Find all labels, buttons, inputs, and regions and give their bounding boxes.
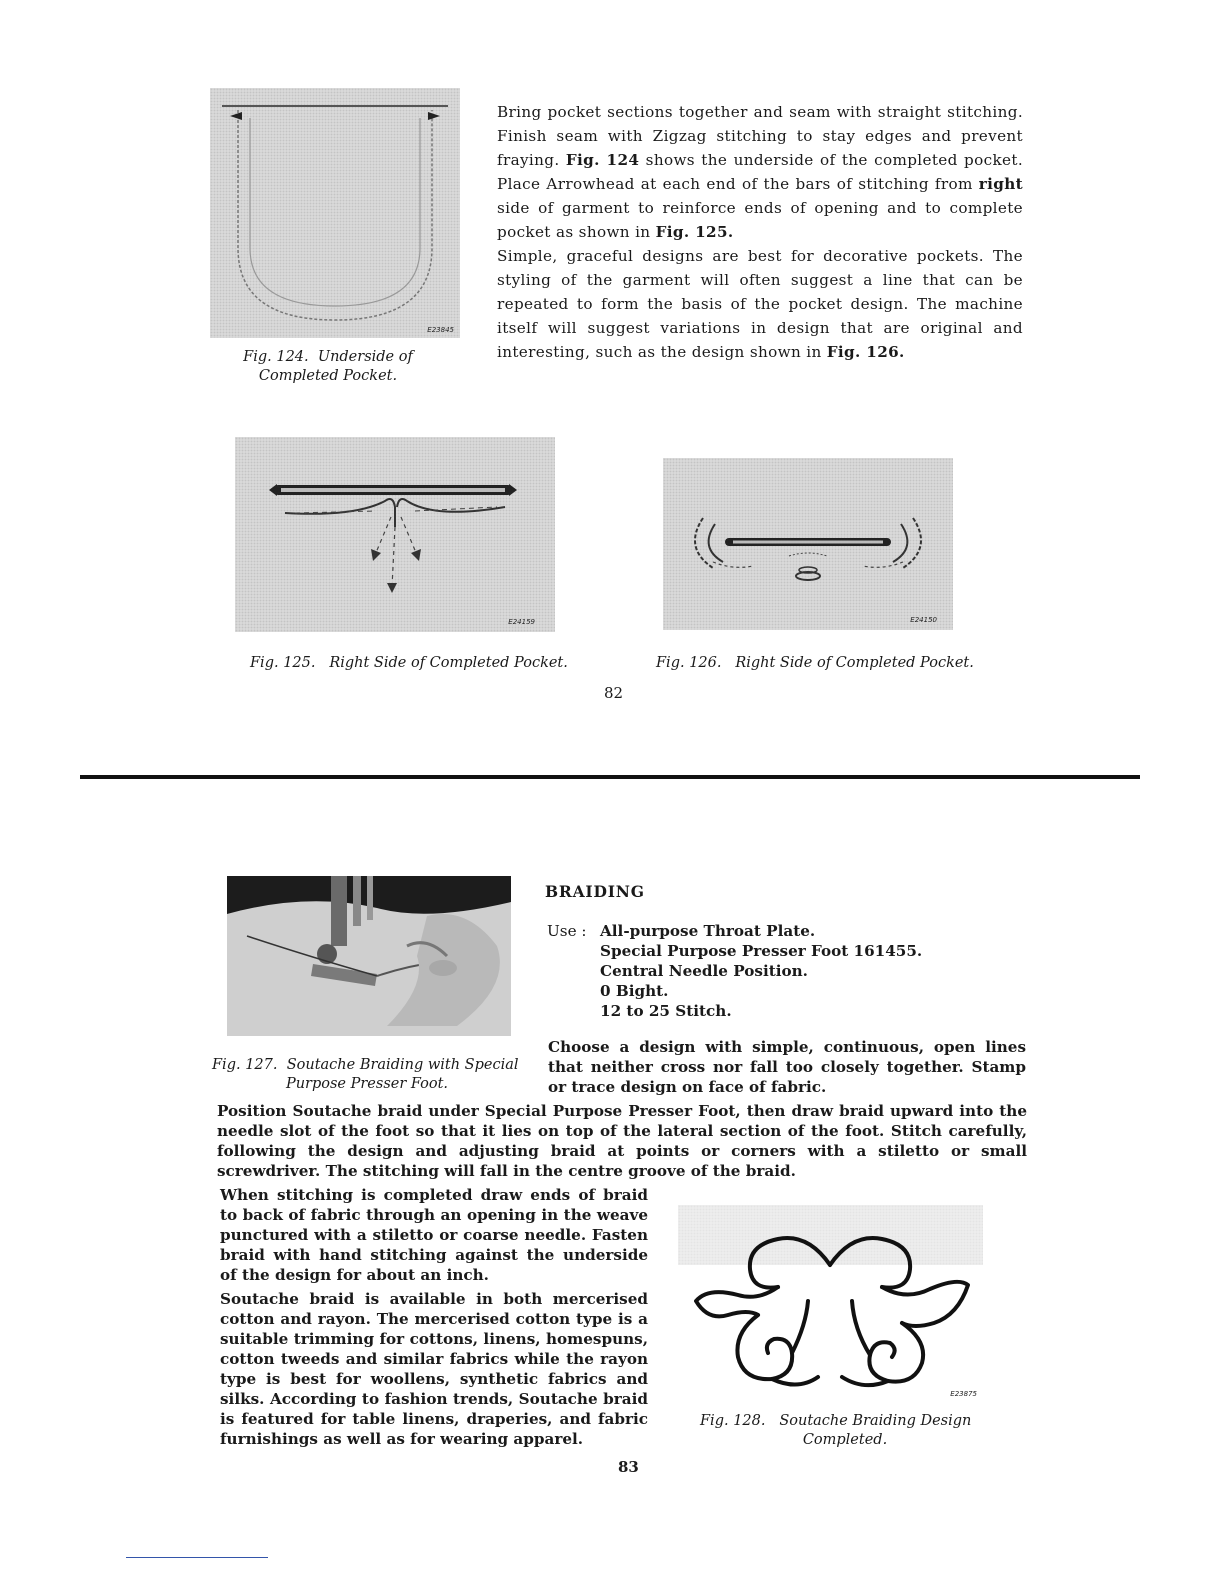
page82-paragraph1: Bring pocket sections together and seam with straight stitching. Finish seam with Zigzag stitching to stay edges and prevent fraying. Fig. 124 shows the underside of the completed pocket. Place Arrowhead at each end of the bars of stitching from right side of garment to reinforce ends of opening and to complete pocket as shown in Fig. 125. <box>497 103 1023 241</box>
fig128-caption-line2: Completed. <box>802 1432 888 1448</box>
curved-pocket-drawing <box>663 458 953 630</box>
fig124-code: E23845 <box>427 326 454 334</box>
fig124-caption-line2: Completed Pocket. <box>258 368 398 384</box>
braiding-heading: BRAIDING <box>545 882 645 901</box>
fig125-caption <box>250 654 580 673</box>
fig127-caption <box>212 1056 522 1094</box>
fig126-number: Fig. 126. <box>656 655 722 671</box>
fig127-caption-line2: Purpose Presser Foot. <box>285 1076 449 1092</box>
fig124-caption <box>212 348 444 386</box>
use-item-needle-position: Central Needle Position. <box>600 962 808 980</box>
use-item-stitch: 12 to 25 Stitch. <box>600 1002 732 1020</box>
use-item-bight: 0 Bight. <box>600 982 669 1000</box>
soutache-scroll-design <box>678 1205 983 1400</box>
fig124-caption-line1: Underside of <box>317 349 413 365</box>
page82-paragraph2: Simple, graceful designs are best for decorative pockets. The styling of the garment will often suggest a line that can be repeated to form the basis of the pocket design. The machine itself will suggest variations in design that are original and interesting, such as the design shown in Fig. 126. <box>497 247 1023 361</box>
fig126-photo <box>663 458 953 630</box>
paragraph-soutache-types: Soutache braid is available in both mercerised cotton and rayon. The mercerised cotton type is a suitable trimming for cottons, linens, homespuns, cotton tweeds and similar fabrics while the rayon type is best for woollens, synthetic fabrics and silks. According to fashion trends, Soutache braid is featured for table linens, draperies, and fabric furnishings as well as for wearing apparel. <box>220 1290 648 1448</box>
fig125-code: E24159 <box>508 618 535 626</box>
fig125-number: Fig. 125. <box>250 655 316 671</box>
pocket-underside-drawing <box>210 88 460 338</box>
use-item-throat-plate: All-purpose Throat Plate. <box>600 922 816 940</box>
arrowhead-pocket-drawing <box>235 437 555 632</box>
fig126-caption-text: Right Side of Completed Pocket. <box>735 655 974 671</box>
page-number-82: 82 <box>604 684 624 702</box>
use-list <box>600 921 1020 1021</box>
fig128-code: E23875 <box>950 1390 977 1398</box>
fig125-ref: Fig. 125. <box>655 223 734 241</box>
fig127-caption-line1: Soutache Braiding with Special <box>286 1057 519 1073</box>
fig124-photo <box>210 88 460 338</box>
paragraph-when-completed: When stitching is completed draw ends of braid to back of fabric through an opening in the weave punctured with a stiletto or coarse needle. Fasten braid with hand stitching against the underside of the design for about an inch. <box>220 1186 648 1284</box>
fig126-caption <box>656 654 986 673</box>
fig127-number: Fig. 127. <box>212 1057 278 1073</box>
fig127-photo <box>227 876 511 1036</box>
page-number-83: 83 <box>618 1458 639 1476</box>
fig128-caption-line1: Soutache Braiding Design <box>779 1413 972 1429</box>
paragraph-choose-design: Choose a design with simple, continuous, open lines that neither cross nor fall too closely together. Stamp or trace design on face of fabric. <box>548 1038 1026 1096</box>
fig128-caption <box>700 1412 990 1450</box>
fig124-ref: Fig. 124 <box>565 151 640 169</box>
page-divider <box>80 775 1140 779</box>
presser-foot-photo-drawing <box>227 876 511 1036</box>
fig124-number: Fig. 124. <box>243 349 309 365</box>
fig128-drawing <box>678 1205 983 1400</box>
fig125-caption-text: Right Side of Completed Pocket. <box>329 655 568 671</box>
use-item-presser-foot: Special Purpose Presser Foot 161455. <box>600 942 923 960</box>
fig126-ref: Fig. 126. <box>826 343 905 361</box>
fig126-code: E24150 <box>910 616 937 624</box>
footer-rule <box>126 1557 268 1558</box>
paragraph-position-braid: Position Soutache braid under Special Purpose Presser Foot, then draw braid upward into the needle slot of the foot so that it lies on top of the lateral section of the foot. Stitch carefully, following the design and adjusting braid at points or corners with a stiletto or small screwdriver. The stitching will fall in the centre groove of the braid. <box>217 1102 1027 1180</box>
use-label: Use : <box>547 922 587 940</box>
fig125-photo <box>235 437 555 632</box>
fig128-number: Fig. 128. <box>700 1413 766 1429</box>
